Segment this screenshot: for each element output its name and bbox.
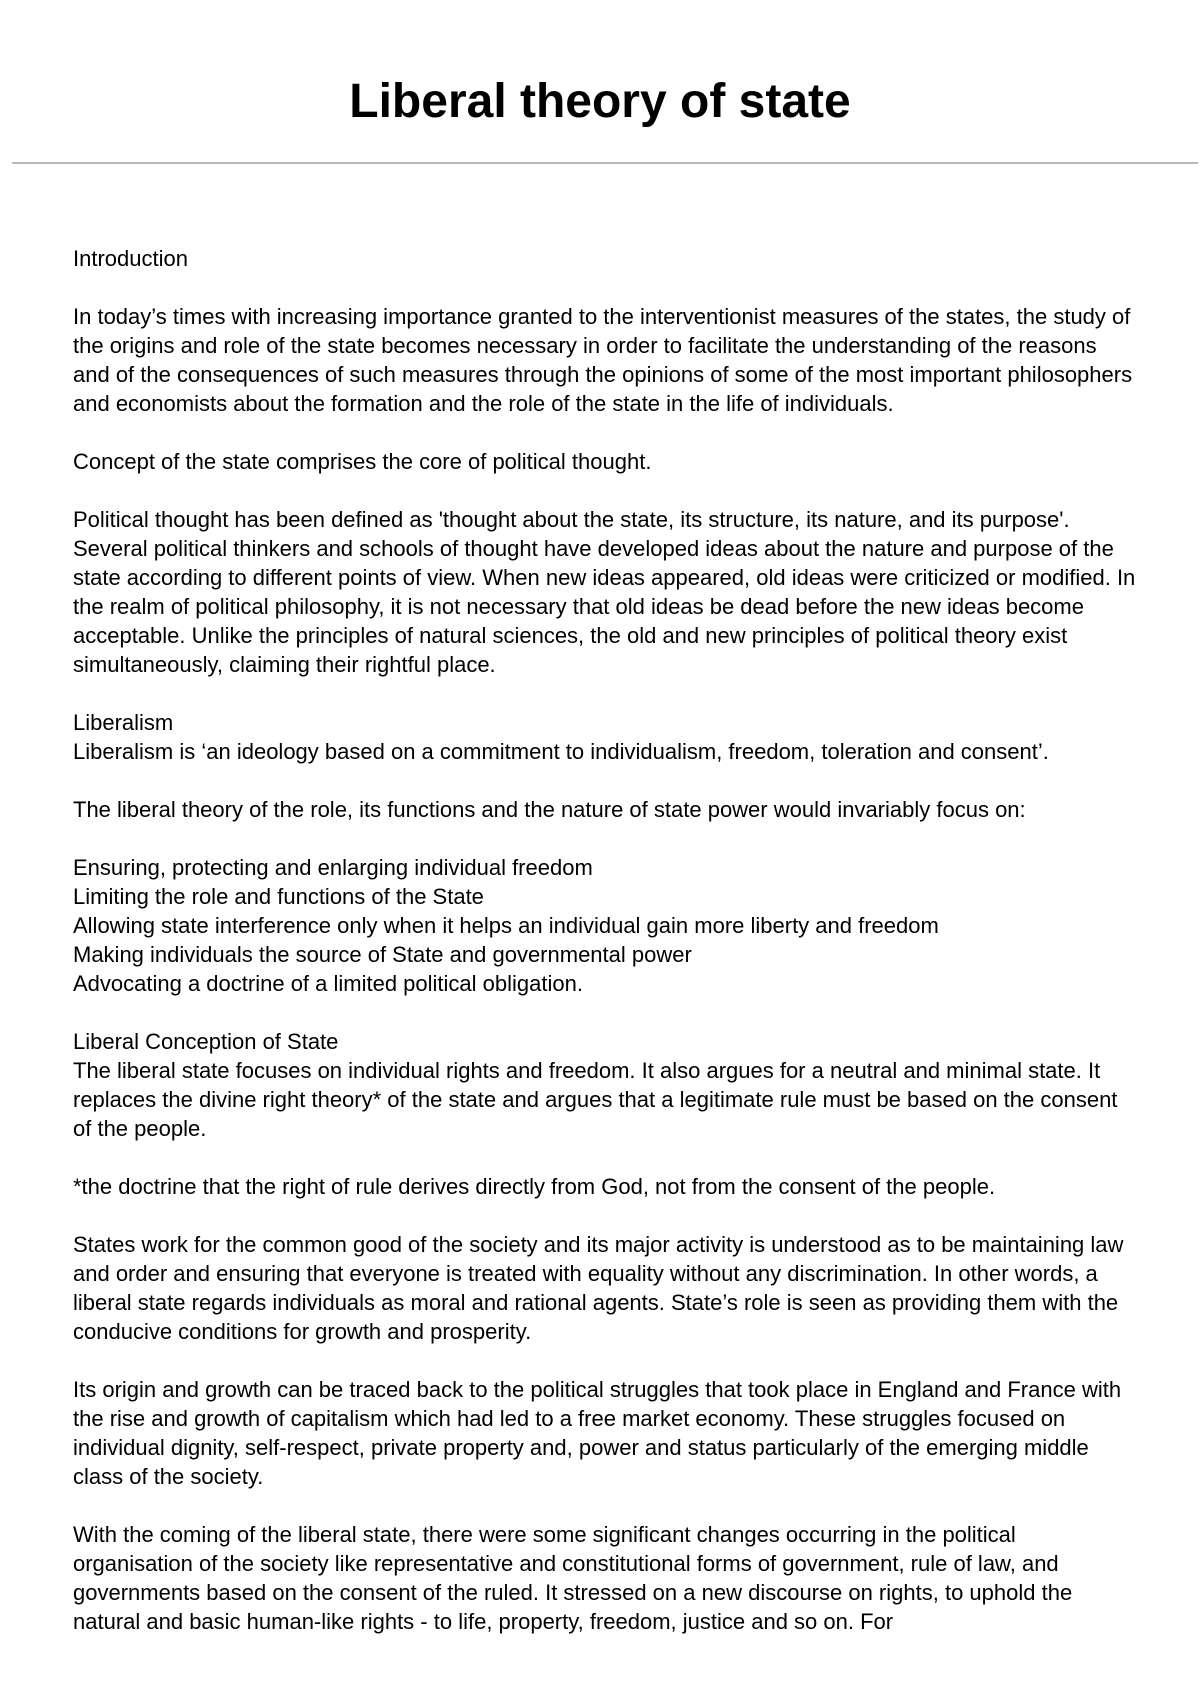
focus-item: Advocating a doctrine of a limited political obligation. xyxy=(73,971,583,996)
political-thought-paragraph: Political thought has been defined as 'thought about the state, its structure, its nature, and its purpose'. Several political thinkers and schools of thought have developed ideas about the nature and purpose of the state according to different points of view. When new ideas appeared, old ideas were criticized or modified. In the realm of political philosophy, it is not necessary that old ideas be dead before the new ideas become acceptable. Unlike the principles of natural sciences, the old and new principles of political theory exist simultaneously, claiming their rightful place. xyxy=(73,507,1136,677)
introduction-heading: Introduction xyxy=(73,246,188,271)
conception-heading: Liberal Conception of State xyxy=(73,1029,339,1054)
focus-item: Allowing state interference only when it helps an individual gain more liberty and freedom xyxy=(73,913,939,938)
title-divider xyxy=(12,162,1198,164)
conception-paragraph: The liberal state focuses on individual rights and freedom. It also argues for a neutral and minimal state. It replaces the divine right theory* of the state and argues that a legitimate rule must be based on the consent of the people. xyxy=(73,1058,1118,1141)
origin-paragraph: Its origin and growth can be traced back to the political struggles that took place in England and France with the rise and growth of capitalism which had led to a free market economy. These struggles focused on individual dignity, self-respect, private property and, power and status particularly of the emerging middle class of the society. xyxy=(73,1377,1122,1489)
footnote: *the doctrine that the right of rule derives directly from God, not from the consent of the people. xyxy=(73,1174,996,1199)
intro-paragraph: In today’s times with increasing importance granted to the interventionist measures of the states, the study of the origins and role of the state becomes necessary in order to facilitate the understanding of the reasons and of the consequences of such measures through the opinions of some of the most important philosophers and economists about the formation and the role of the state in the life of individuals. xyxy=(73,304,1133,416)
focus-item: Making individuals the source of State and governmental power xyxy=(73,942,692,967)
concept-line: Concept of the state comprises the core of political thought. xyxy=(73,449,652,474)
focus-list xyxy=(73,853,1138,998)
document-title: Liberal theory of state xyxy=(349,75,851,128)
coming-paragraph: With the coming of the liberal state, there were some significant changes occurring in the political organisation of the society like representative and constitutional forms of government, rule of law, and governments based on the consent of the ruled. It stressed on a new discourse on rights, to uphold the natural and basic human-like rights - to life, property, freedom, justice and so on. For xyxy=(73,1522,1073,1634)
common-good-paragraph: States work for the common good of the society and its major activity is understood as to be maintaining law and order and ensuring that everyone is treated with equality without any discrimination. In other words, a liberal state regards individuals as moral and rational agents. State’s role is seen as providing them with the conducive conditions for growth and prosperity. xyxy=(73,1232,1124,1344)
focus-item: Limiting the role and functions of the State xyxy=(73,884,484,909)
liberalism-definition: Liberalism is ‘an ideology based on a commitment to individualism, freedom, toleration and consent’. xyxy=(73,739,1049,764)
liberalism-heading: Liberalism xyxy=(73,710,174,735)
focus-item: Ensuring, protecting and enlarging individual freedom xyxy=(73,855,593,880)
document-body xyxy=(73,244,1138,1665)
focus-intro: The liberal theory of the role, its functions and the nature of state power would invariably focus on: xyxy=(73,797,1026,822)
